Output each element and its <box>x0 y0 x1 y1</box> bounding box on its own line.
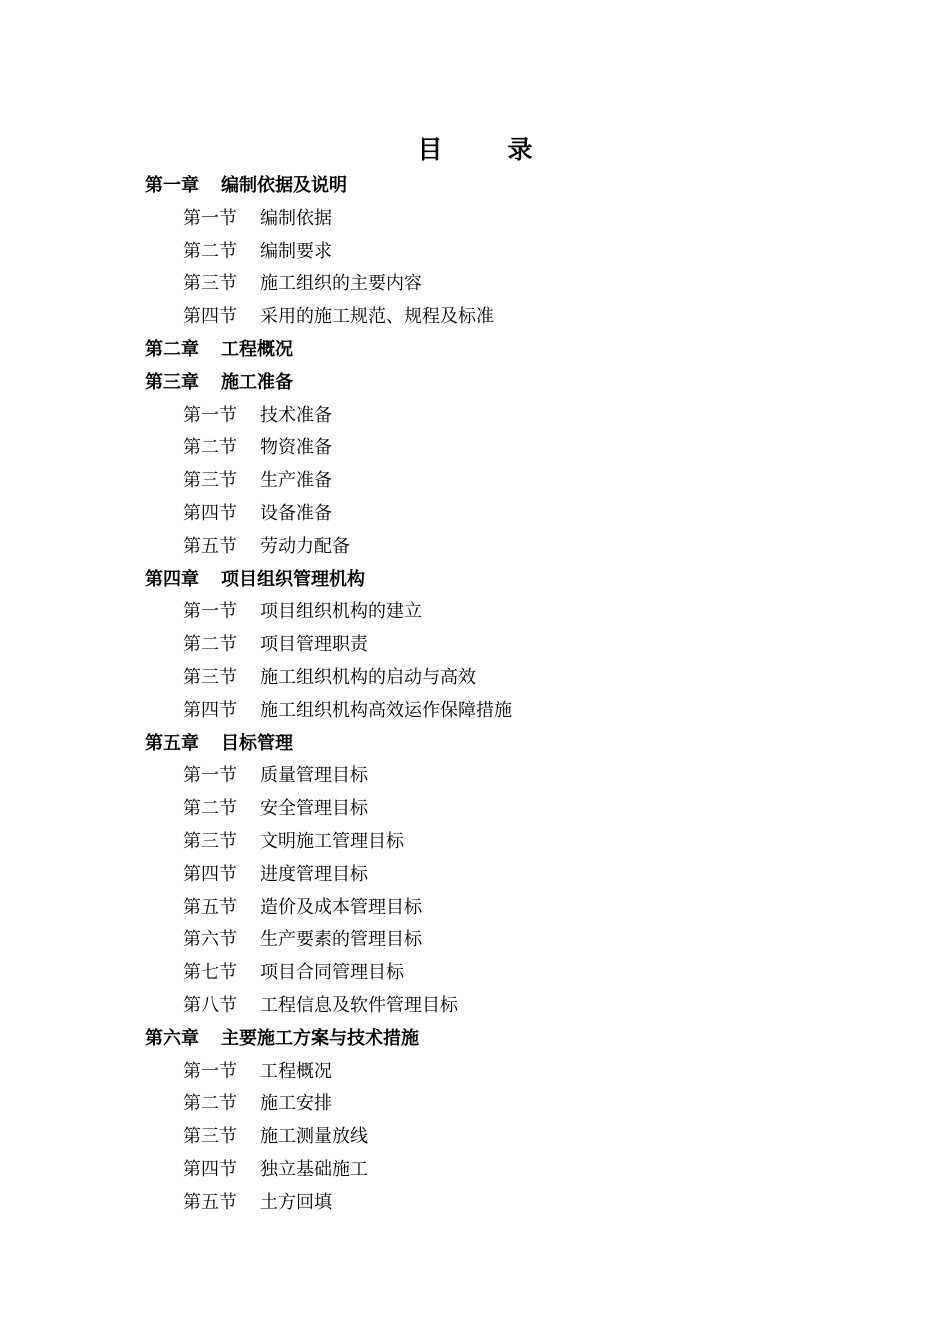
chapter-number: 第一章 <box>145 175 199 196</box>
toc-section-entry <box>145 1187 845 1220</box>
chapter-title: 工程概况 <box>221 338 293 360</box>
toc-chapter-entry <box>145 728 845 761</box>
chapter-title: 项目组织管理机构 <box>221 568 365 590</box>
toc-section-entry <box>145 301 845 334</box>
chapter-number: 第五章 <box>145 732 199 754</box>
section-number: 第一节 <box>183 1060 237 1082</box>
section-title: 编制要求 <box>260 240 332 262</box>
section-number: 第八节 <box>183 994 237 1016</box>
chapter-number: 第二章 <box>145 338 199 360</box>
section-title: 生产准备 <box>260 470 332 492</box>
toc-section-entry <box>145 1056 845 1089</box>
section-number: 第四节 <box>183 863 237 885</box>
chapter-number: 第四章 <box>145 568 199 590</box>
toc-section-entry <box>145 203 845 236</box>
toc-section-entry <box>145 268 845 301</box>
section-number: 第七节 <box>183 962 237 984</box>
section-title: 施工组织的主要内容 <box>260 273 422 295</box>
toc-section-entry <box>145 1121 845 1154</box>
section-title: 工程概况 <box>260 1060 332 1082</box>
section-title: 采用的施工规范、规程及标准 <box>260 306 494 328</box>
section-title: 造价及成本管理目标 <box>260 896 422 918</box>
section-number: 第四节 <box>183 699 237 721</box>
section-number: 第四节 <box>183 306 237 328</box>
toc-section-entry <box>145 695 845 728</box>
section-number: 第三节 <box>183 273 237 295</box>
section-number: 第一节 <box>183 765 237 787</box>
section-title: 施工测量放线 <box>260 1126 368 1148</box>
section-title: 技术准备 <box>260 404 332 426</box>
toc-section-entry <box>145 1154 845 1187</box>
toc-section-entry <box>145 531 845 564</box>
section-number: 第一节 <box>183 404 237 426</box>
section-title: 土方回填 <box>260 1191 332 1213</box>
section-title: 设备准备 <box>260 502 332 524</box>
section-number: 第三节 <box>183 1126 237 1148</box>
toc-chapter-entry <box>145 334 845 367</box>
section-number: 第四节 <box>183 502 237 524</box>
toc-section-entry <box>145 400 845 433</box>
section-title: 生产要素的管理目标 <box>260 929 422 951</box>
toc-chapter-entry <box>145 170 845 203</box>
chapter-title: 施工准备 <box>221 371 293 393</box>
toc-section-entry <box>145 498 845 531</box>
chapter-number: 第三章 <box>145 371 199 393</box>
toc-chapter-entry <box>145 1023 845 1056</box>
section-title: 编制依据 <box>260 207 332 229</box>
section-number: 第四节 <box>183 1158 237 1180</box>
chapter-title: 主要施工方案与技术措施 <box>221 1027 419 1049</box>
toc-section-entry <box>145 629 845 662</box>
section-title: 施工组织机构的启动与高效 <box>260 666 476 688</box>
toc-section-entry <box>145 793 845 826</box>
section-title: 进度管理目标 <box>260 863 368 885</box>
section-title: 项目合同管理目标 <box>260 962 404 984</box>
section-title: 劳动力配备 <box>260 535 350 557</box>
section-number: 第五节 <box>183 535 237 557</box>
section-number: 第五节 <box>183 896 237 918</box>
section-title: 施工组织机构高效运作保障措施 <box>260 699 512 721</box>
toc-section-entry <box>145 596 845 629</box>
section-number: 第六节 <box>183 929 237 951</box>
section-title: 项目管理职责 <box>260 634 368 656</box>
section-number: 第二节 <box>183 240 237 262</box>
section-number: 第二节 <box>183 798 237 820</box>
toc-section-entry <box>145 892 845 925</box>
toc-section-entry <box>145 957 845 990</box>
toc-section-entry <box>145 924 845 957</box>
toc-section-entry <box>145 990 845 1023</box>
section-number: 第一节 <box>183 601 237 623</box>
chapter-number: 第六章 <box>145 1027 199 1049</box>
section-title: 工程信息及软件管理目标 <box>260 994 458 1016</box>
toc-section-entry <box>145 236 845 269</box>
section-title: 物资准备 <box>260 437 332 459</box>
toc-section-entry <box>145 432 845 465</box>
section-title: 文明施工管理目标 <box>260 830 404 852</box>
toc-chapter-entry <box>145 367 845 400</box>
toc-section-entry <box>145 859 845 892</box>
section-number: 第二节 <box>183 634 237 656</box>
toc-chapter-entry <box>145 564 845 597</box>
section-number: 第二节 <box>183 437 237 459</box>
section-number: 第三节 <box>183 830 237 852</box>
section-title: 质量管理目标 <box>260 765 368 787</box>
section-number: 第一节 <box>183 207 237 229</box>
section-number: 第三节 <box>183 666 237 688</box>
toc-section-entry <box>145 760 845 793</box>
section-title: 项目组织机构的建立 <box>260 601 422 623</box>
section-title: 施工安排 <box>260 1093 332 1115</box>
section-number: 第五节 <box>183 1191 237 1213</box>
chapter-title: 目标管理 <box>221 732 293 754</box>
chapter-title: 编制依据及说明 <box>221 175 347 196</box>
toc-section-entry <box>145 826 845 859</box>
toc-section-entry <box>145 465 845 498</box>
toc-section-entry <box>145 1088 845 1121</box>
section-title: 安全管理目标 <box>260 798 368 820</box>
section-number: 第二节 <box>183 1093 237 1115</box>
section-title: 独立基础施工 <box>260 1158 368 1180</box>
section-number: 第三节 <box>183 470 237 492</box>
table-of-contents <box>145 170 845 1220</box>
toc-title: 目 录 <box>417 135 553 164</box>
toc-section-entry <box>145 662 845 695</box>
